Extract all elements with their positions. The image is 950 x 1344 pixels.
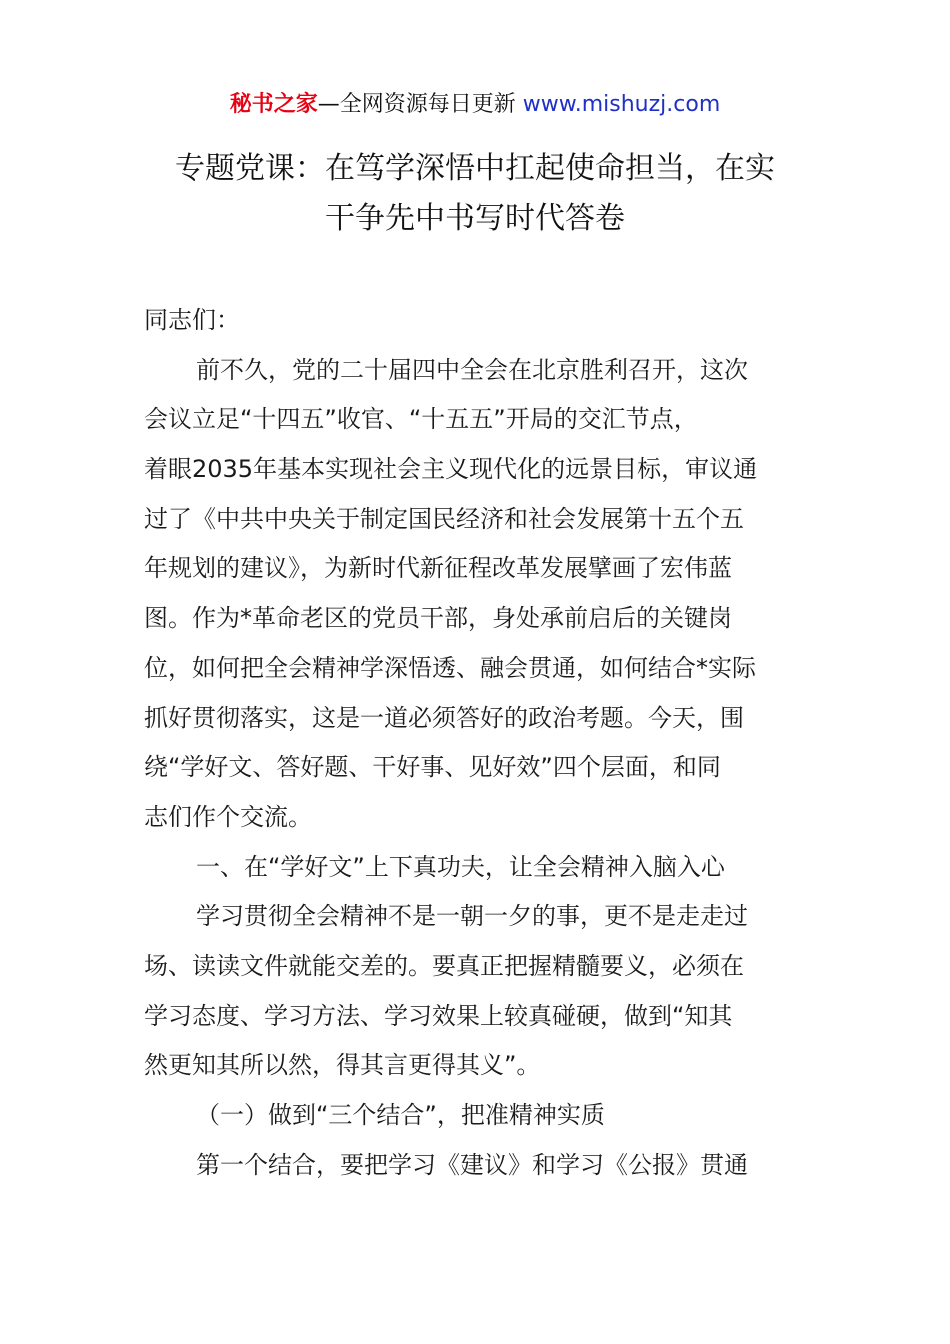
body-line: 过了《中共中央关于制定国民经济和社会发展第十五个五	[144, 504, 744, 533]
site-tagline: —全网资源每日更新	[317, 92, 523, 117]
body-line: 位，如何把全会精神学深悟透、融会贯通，如何结合*实际	[144, 653, 756, 682]
body-line: 绕“学好文、答好题、干好事、见好效”四个层面，和同	[144, 753, 721, 782]
subsection-heading: （一）做到“三个结合”，把准精神实质	[196, 1101, 605, 1129]
body-line: 图。作为*革命老区的党员干部，身处承前启后的关键岗	[144, 604, 732, 633]
body-line: 会议立足“十四五”收官、“十五五”开局的交汇节点，	[144, 405, 698, 434]
body-line: 学习态度、学习方法、学习效果上较真碰硬，做到“知其	[144, 1001, 733, 1030]
title-line-1: 专题党课：在笃学深悟中扛起使命担当，在实	[175, 151, 775, 186]
body-line: 然更知其所以然，得其言更得其义”。	[144, 1051, 541, 1080]
title-line-2: 干争先中书写时代答卷	[325, 201, 625, 236]
body-line: 抓好贯彻落实，这是一道必须答好的政治考题。今天，围	[144, 703, 744, 732]
body-line: 前不久，党的二十届四中全会在北京胜利召开，这次	[196, 355, 748, 384]
body-line: 志们作个交流。	[144, 802, 312, 831]
site-header	[0, 88, 950, 122]
document-title	[140, 144, 810, 244]
body-line: 学习贯彻全会精神不是一朝一夕的事，更不是走走过	[196, 902, 748, 931]
body-line: 着眼2035年基本实现社会主义现代化的远景目标，审议通	[144, 455, 758, 484]
site-url-link[interactable]: www.mishuzj.com	[522, 92, 721, 117]
salutation: 同志们：	[144, 306, 240, 334]
document-body	[144, 296, 814, 1190]
section-heading: 一、在“学好文”上下真功夫，让全会精神入脑入心	[196, 852, 725, 881]
body-line: 年规划的建议》，为新时代新征程改革发展擘画了宏伟蓝	[144, 554, 732, 583]
body-line: 第一个结合，要把学习《建议》和学习《公报》贯通	[196, 1150, 748, 1179]
body-line: 场、读读文件就能交差的。要真正把握精髓要义，必须在	[144, 951, 744, 980]
site-name: 秘书之家	[229, 92, 318, 117]
